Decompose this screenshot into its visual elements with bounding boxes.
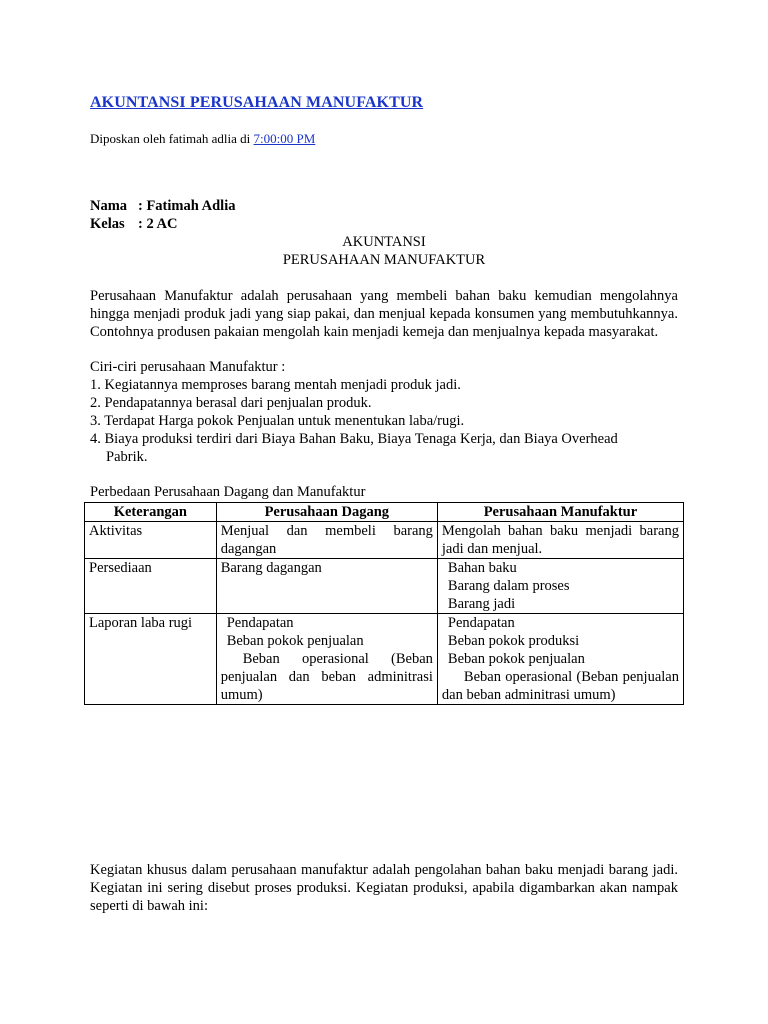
header-manufaktur: Perusahaan Manufaktur: [437, 503, 683, 522]
cell-line: Barang dalam proses: [447, 578, 570, 594]
features-title: Ciri-ciri perusahaan Manufaktur :: [90, 359, 286, 375]
row-label: Aktivitas: [85, 522, 217, 559]
cell-manufaktur: Mengolah bahan baku menjadi barang jadi dan menjual.: [437, 522, 683, 559]
name-value: : Fatimah Adlia: [138, 198, 236, 214]
intro-paragraph: Perusahaan Manufaktur adalah perusahaan yang membeli bahan baku kemudian mengolahnya hingga menjadi produk jadi yang siap pakai, dan menjual kepada konsumen yang membutuhkannya. Contohnya produsen pakaian mengolah kain menjadi kemeja dan menjualnya kepada masyarakat.: [90, 288, 678, 340]
table-row: [85, 614, 684, 705]
name-label: Nama: [90, 198, 128, 214]
heading-line-2: PERUSAHAAN MANUFAKTUR: [282, 252, 486, 268]
feature-item: 1. Kegiatannya memproses barang mentah menjadi produk jadi.: [90, 377, 461, 393]
cell-line: Beban operasional (Beban penjualan dan beban adminitrasi umum): [220, 651, 433, 703]
cell-line: Pendapatan: [447, 615, 515, 631]
cell-line: Beban pokok penjualan: [447, 651, 585, 667]
cell-manufaktur: [437, 614, 683, 705]
header-keterangan: Keterangan: [85, 503, 217, 522]
cell-line: Barang jadi: [447, 596, 516, 612]
posted-by-line: [90, 131, 315, 147]
closing-paragraph: Kegiatan khusus dalam perusahaan manufaktur adalah pengolahan bahan baku menjadi barang jadi. Kegiatan ini sering disebut proses produksi. Kegiatan produksi, apabila digambarkan akan nampak seperti di bawah ini:: [90, 862, 678, 914]
post-time-link[interactable]: 7:00:00 PM: [253, 131, 316, 146]
table-header-row: [85, 503, 684, 522]
class-value: : 2 AC: [138, 216, 178, 232]
class-line: [90, 216, 177, 233]
cell-dagang: Menjual dan membeli barang dagangan: [216, 522, 437, 559]
cell-line: Beban pokok produksi: [447, 633, 580, 649]
table-caption: Perbedaan Perusahaan Dagang dan Manufaktur: [90, 484, 366, 500]
feature-item: 4. Biaya produksi terdiri dari Biaya Bahan Baku, Biaya Tenaga Kerja, dan Biaya Overhead: [90, 431, 618, 447]
row-label: Persediaan: [85, 559, 217, 614]
header-dagang: Perusahaan Dagang: [216, 503, 437, 522]
post-title[interactable]: AKUNTANSI PERUSAHAAN MANUFAKTUR: [90, 94, 424, 111]
feature-item: 2. Pendapatannya berasal dari penjualan produk.: [90, 395, 372, 411]
class-label: Kelas: [90, 216, 125, 232]
cell-line: Pendapatan: [226, 615, 294, 631]
feature-item: 3. Terdapat Harga pokok Penjualan untuk menentukan laba/rugi.: [90, 413, 465, 429]
comparison-table: [84, 502, 684, 705]
cell-line: Beban pokok penjualan: [226, 633, 364, 649]
cell-dagang: [216, 614, 437, 705]
feature-item-continued: Pabrik.: [106, 449, 148, 465]
cell-dagang: Barang dagangan: [216, 559, 437, 614]
row-label: Laporan laba rugi: [85, 614, 217, 705]
name-line: [90, 198, 235, 215]
cell-line: Bahan baku: [447, 560, 517, 576]
table-row: [85, 522, 684, 559]
heading-line-1: AKUNTANSI: [342, 234, 426, 250]
table-row: [85, 559, 684, 614]
cell-line: Beban operasional (Beban penjualan dan beban adminitrasi umum): [441, 669, 679, 703]
cell-manufaktur: [437, 559, 683, 614]
posted-by-text: Diposkan oleh fatimah adlia di: [90, 131, 254, 146]
